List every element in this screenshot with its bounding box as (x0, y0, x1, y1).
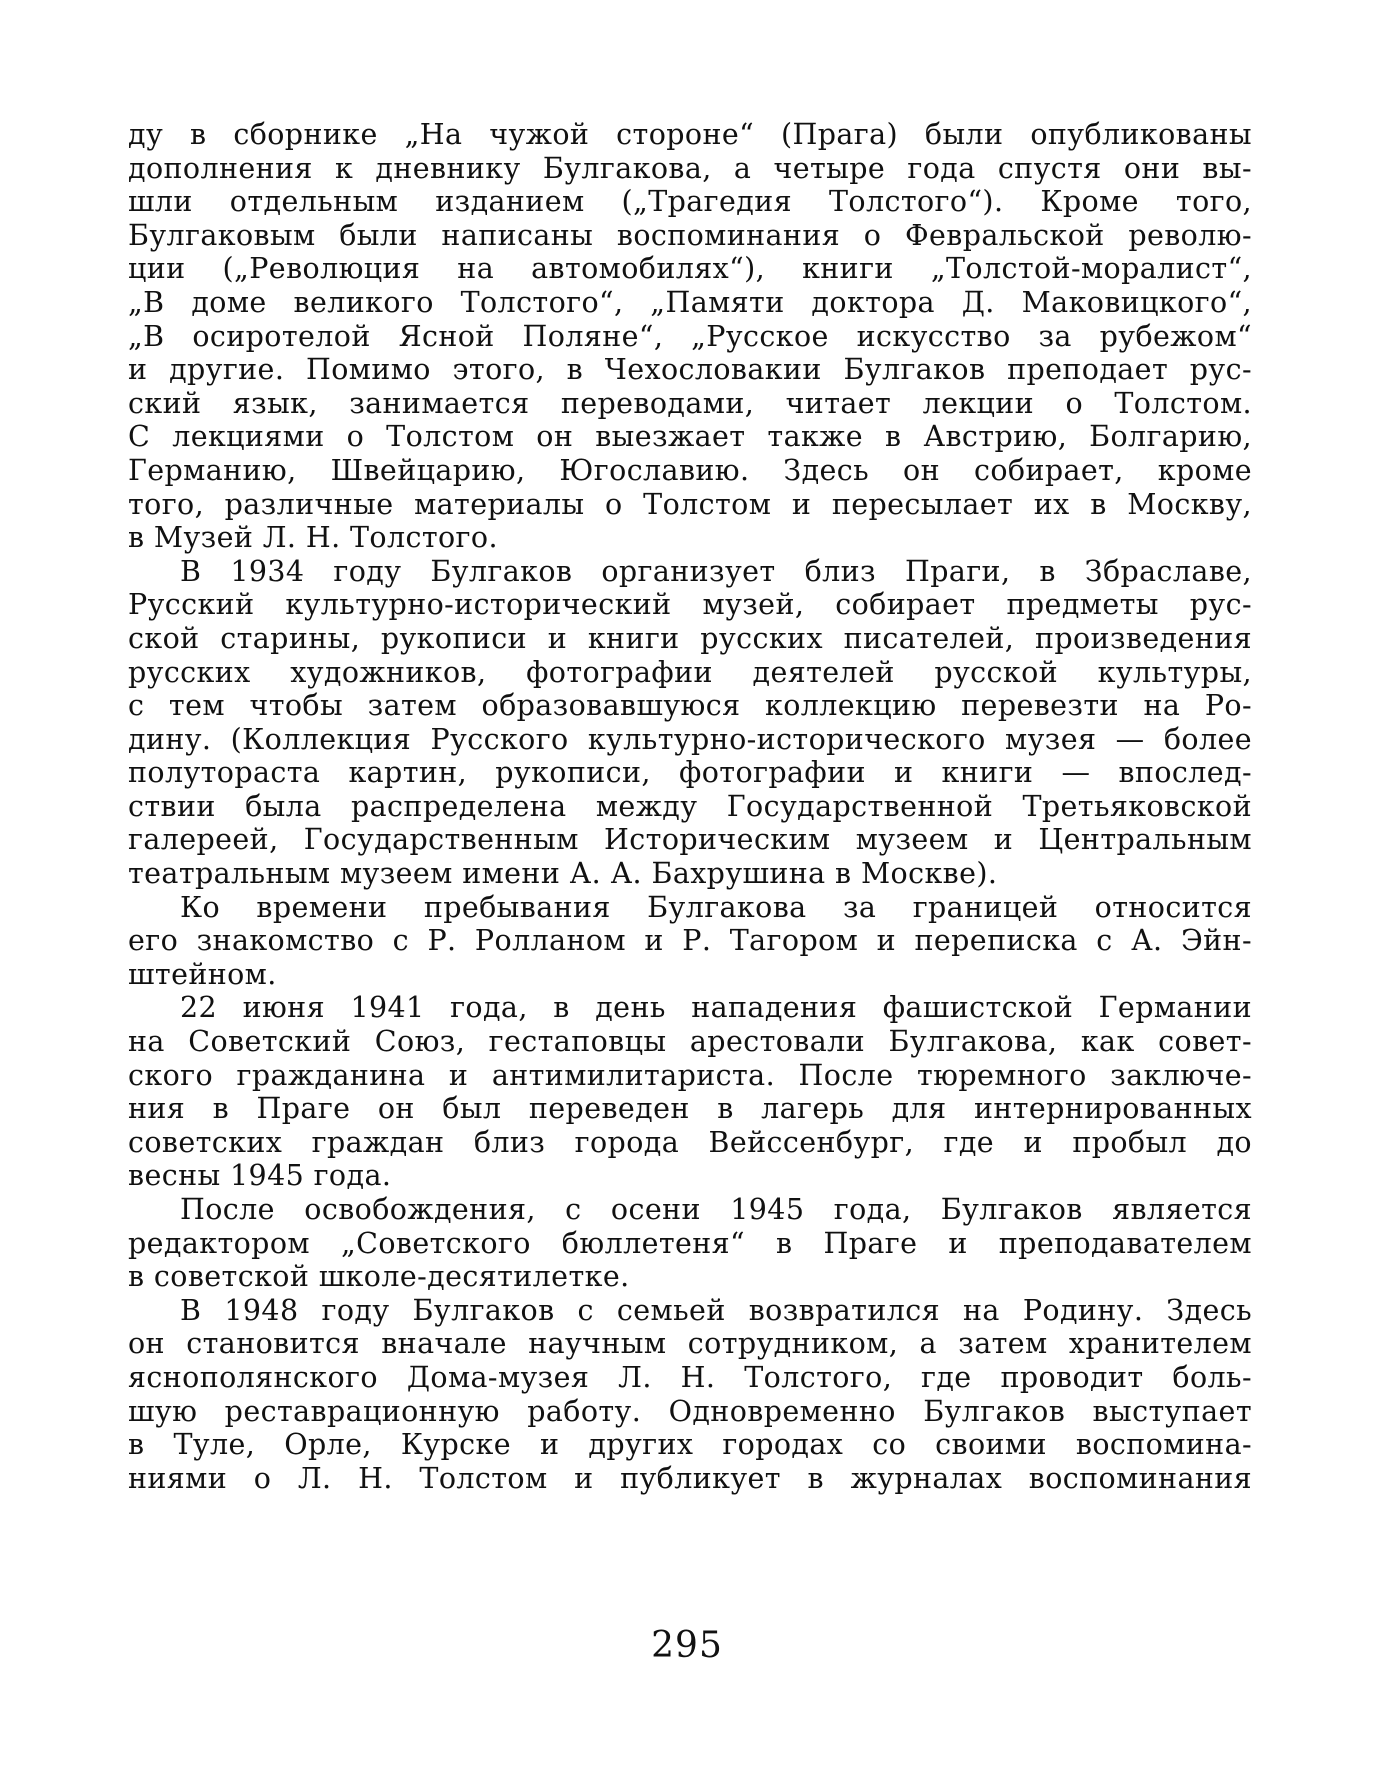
text-line: 22 июня 1941 года, в день нападения фашистской Германии (180, 991, 1252, 1025)
body-text (128, 118, 1252, 1495)
text-line: с тем чтобы затем образовавшуюся коллекцию перевезти на Ро- (128, 689, 1252, 723)
text-line: его знакомство с Р. Ролланом и Р. Тагором и переписка с А. Эйн- (128, 924, 1252, 958)
text-line: ской старины, рукописи и книги русских писателей, произведения (128, 621, 1252, 655)
text-line: он становится вначале научным сотрудником, а затем хранителем (128, 1327, 1252, 1361)
text-line: Ко времени пребывания Булгакова за границей относится (180, 890, 1252, 924)
text-line: весны 1945 года. (128, 1159, 392, 1193)
text-line: Русский культурно-исторический музей, собирает предметы рус- (128, 588, 1252, 622)
text-line: ду в сборнике „На чужой стороне“ (Прага) были опубликованы (128, 118, 1252, 151)
text-line: „В доме великого Толстого“, „Памяти доктора Д. Маковицкого“, (128, 285, 1252, 319)
text-line: и другие. Помимо этого, в Чехословакии Булгаков преподает рус- (128, 353, 1252, 387)
paragraph (128, 1193, 1252, 1294)
paragraph (128, 1294, 1252, 1496)
text-line: советских граждан близ города Вейссенбург, где и пробыл до (128, 1125, 1252, 1159)
text-line: „В осиротелой Ясной Поляне“, „Русское искусство за рубежом“ (128, 319, 1252, 353)
text-line: В 1948 году Булгаков с семьей возвратился на Родину. Здесь (180, 1293, 1252, 1327)
text-line: ского гражданина и антимилитариста. После тюремного заключе- (128, 1058, 1252, 1092)
text-line: полутораста картин, рукописи, фотографии и книги — впослед- (128, 756, 1252, 790)
text-line: на Советский Союз, гестаповцы арестовали Булгакова, как совет- (128, 1025, 1252, 1059)
text-line: Германию, Швейцарию, Югославию. Здесь он собирает, кроме (128, 453, 1252, 487)
paragraph (128, 991, 1252, 1193)
text-line: русских художников, фотографии деятелей русской культуры, (128, 655, 1252, 689)
text-line: галереей, Государственным Историческим музеем и Центральным (128, 823, 1252, 857)
text-line: в Туле, Орле, Курске и других городах со своими воспомина- (128, 1428, 1252, 1462)
text-line: дину. (Коллекция Русского культурно-исторического музея — более (128, 722, 1252, 756)
text-line: того, различные материалы о Толстом и пересылает их в Москву, (128, 487, 1252, 521)
paragraph (128, 891, 1252, 992)
text-line: в советской школе-десятилетке. (128, 1260, 630, 1294)
text-line: редактором „Советского бюллетеня“ в Праге и преподавателем (128, 1226, 1252, 1260)
text-line: ции („Революция на автомобилях“), книги „Толстой-моралист“, (128, 252, 1252, 286)
text-line: ния в Праге он был переведен в лагерь для интернированных (128, 1092, 1252, 1126)
text-line: С лекциями о Толстом он выезжает также в Австрию, Болгарию, (128, 420, 1252, 454)
text-line: яснополянского Дома-музея Л. Н. Толстого, где проводит боль- (128, 1360, 1252, 1394)
text-line: ствии была распределена между Государственной Третьяковской (128, 789, 1252, 823)
text-line: шую реставрационную работу. Одновременно Булгаков выступает (128, 1394, 1252, 1428)
text-line: ниями о Л. Н. Толстом и публикует в журналах воспоминания (128, 1461, 1252, 1495)
text-line: шли отдельным изданием („Трагедия Толстого“). Кроме того, (128, 185, 1252, 219)
text-line: театральным музеем имени А. А. Бахрушина в Москве). (128, 857, 998, 891)
text-line: дополнения к дневнику Булгакова, а четыре года спустя они вы- (128, 151, 1252, 185)
page-number: 295 (651, 1625, 723, 1666)
text-line: штейном. (128, 957, 277, 991)
paragraph (128, 118, 1252, 555)
text-line: После освобождения, с осени 1945 года, Булгаков является (180, 1193, 1252, 1226)
text-line: Булгаковым были написаны воспоминания о Февральской револю- (128, 218, 1252, 252)
paragraph (128, 555, 1252, 891)
text-line: ский язык, занимается переводами, читает лекции о Толстом. (128, 386, 1252, 420)
text-line: В 1934 году Булгаков организует близ Праги, в Збраславе, (180, 554, 1252, 588)
text-line: в Музей Л. Н. Толстого. (128, 521, 498, 555)
